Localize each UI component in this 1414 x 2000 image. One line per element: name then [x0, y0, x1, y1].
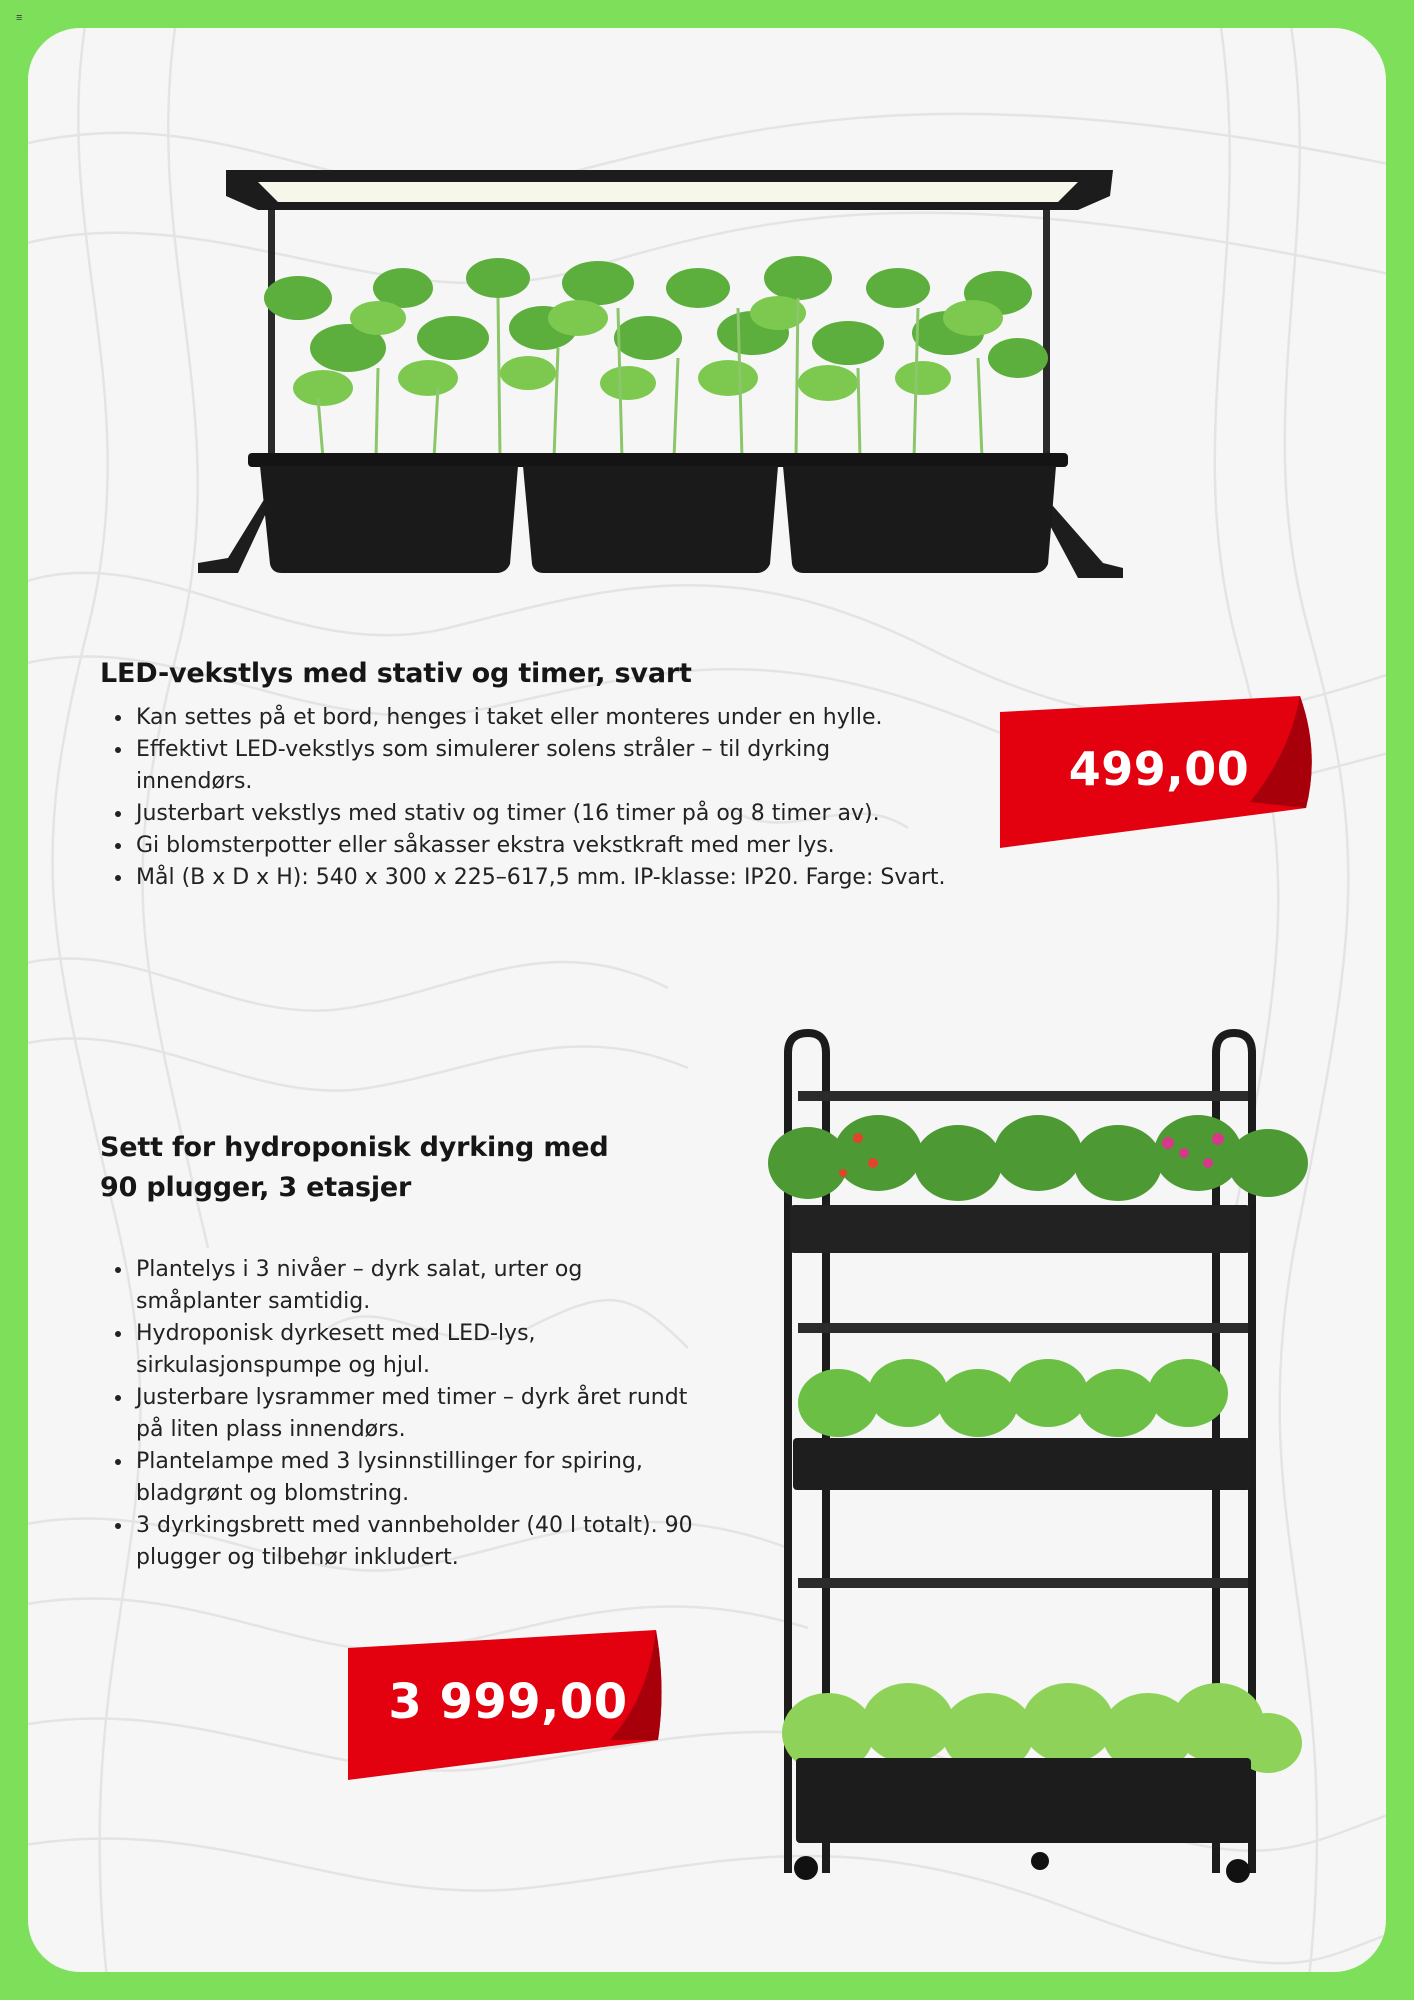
- price-tag: [348, 1628, 668, 1788]
- product-title-line: 90 plugger, 3 etasjer: [100, 1172, 412, 1203]
- feature-list: [102, 1254, 694, 1574]
- product-title-line: LED-vekstlys med stativ og timer, svart: [100, 658, 692, 689]
- feature-item: • Plantelys i 3 nivåer – dyrk salat, urter og småplanter samtidig.: [134, 1254, 694, 1318]
- product-title-line: Sett for hydroponisk dyrking med: [100, 1132, 609, 1163]
- product-page-card: [28, 28, 1386, 1972]
- menu-icon: ≡: [16, 12, 23, 24]
- product-image-hydroponic-rack: [748, 1013, 1348, 1893]
- product-title: [100, 1128, 700, 1208]
- feature-item: • Mål (B x D x H): 540 x 300 x 225–617,5 mm. IP-klasse: IP20. Farge: Svart.: [134, 862, 1034, 894]
- price: 499,00: [1068, 742, 1250, 796]
- feature-item: • Justerbare lysrammer med timer – dyrk året rundt på liten plass innendørs.: [134, 1382, 694, 1446]
- feature-item: • Hydroponisk dyrkesett med LED-lys, sirkulasjonspumpe og hjul.: [134, 1318, 694, 1382]
- feature-item: • Kan settes på et bord, henges i taket eller monteres under en hylle.: [134, 702, 1034, 734]
- feature-item: • Justerbart vekstlys med stativ og timer (16 timer på og 8 timer av).: [134, 798, 1034, 830]
- product-hydroponic-kit: [28, 28, 1386, 1972]
- feature-item: • Gi blomsterpotter eller såkasser ekstra vekstkraft med mer lys.: [134, 830, 1034, 862]
- feature-item: • 3 dyrkingsbrett med vannbeholder (40 l totalt). 90 plugger og tilbehør inkludert.: [134, 1510, 694, 1574]
- feature-item: • Plantelampe med 3 lysinnstillinger for spiring, bladgrønt og blomstring.: [134, 1446, 694, 1510]
- feature-item: • Effektivt LED-vekstlys som simulerer solens stråler – til dyrking innendørs.: [134, 734, 916, 798]
- price: 3 999,00: [388, 1674, 628, 1730]
